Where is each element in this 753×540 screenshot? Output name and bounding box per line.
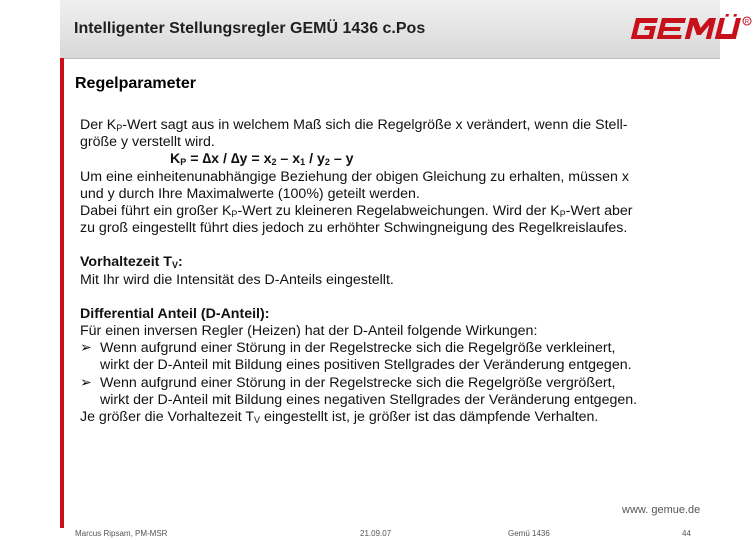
differential-intro: Für einen inversen Regler (Heizen) hat der D-Anteil folgende Wirkungen: [80,323,538,340]
footer-date: 21.09.07 [360,529,392,538]
intro-line-1: Der $K_P$-Wert sagt aus in welchem Maß sich die Regelgröße x verändert, wenn die Stell- [80,117,628,133]
kp-formula: $K_P = \Delta x / \Delta y = x_2 - x_1 / y_2 - y$ [170,151,354,168]
header-title: Intelligenter Stellungsregler GEMÜ 1436 c.Pos [74,20,426,37]
differential-closing: Je größer die Vorhaltezeit $T_V$ eingestellt ist, je größer ist das dämpfende Verhalten. [80,409,599,426]
footer-product: Gemü 1436 [508,529,550,538]
paragraph2-line-2: und y durch Ihre Maximalwerte (100%) geteilt werden. [80,185,420,202]
svg-text:R: R [744,19,750,26]
accent-bar [60,58,64,528]
list-item: ➢ Wenn aufgrund einer Störung in der Regelstrecke sich die Regelgröße vergrößert, wirkt der D-Anteil mit Bildung eines negativen Stellgrades der Veränderung entgegen. [80,374,638,408]
paragraph2-line-4: zu groß eingestellt führt dies jedoch zu erhöhter Schwingneigung des Regelkreislaufes. [80,220,628,237]
arrow-bullet-icon: ➢ [80,340,92,357]
gemue-logo-icon [623,14,753,44]
slide-body [80,117,705,426]
vorhaltezeit-heading: Vorhaltezeit $T_V$: [80,254,183,271]
intro-line-2: größe y verstellt wird. [80,134,215,151]
vorhaltezeit-text: Mit Ihr wird die Intensität des D-Anteils eingestellt. [80,271,394,288]
differential-heading: Differential Anteil (D-Anteil): [80,305,270,322]
list-item: ➢ Wenn aufgrund einer Störung in der Regelstrecke sich die Regelgröße verkleinert, wirkt der D-Anteil mit Bildung eines positiven Stellgrades der Veränderung entgegen. [80,340,632,374]
footer-author: Marcus Ripsam, PM-MSR [75,529,168,538]
footer-page-number: 44 [682,529,691,538]
header-bar [60,0,750,59]
paragraph2-line-3: Dabei führt ein großer $K_P$-Wert zu kleineren Regelabweichungen. Wird der $K_P$-Wert aber [80,203,633,220]
arrow-bullet-icon: ➢ [80,374,92,391]
paragraph2-line-1: Um eine einheitenunabhängige Beziehung der obigen Gleichung zu erhalten, müssen x [80,168,629,185]
section-title: Regelparameter [75,75,196,92]
footer [60,526,720,540]
website-link[interactable]: www. gemue.de [622,504,701,516]
